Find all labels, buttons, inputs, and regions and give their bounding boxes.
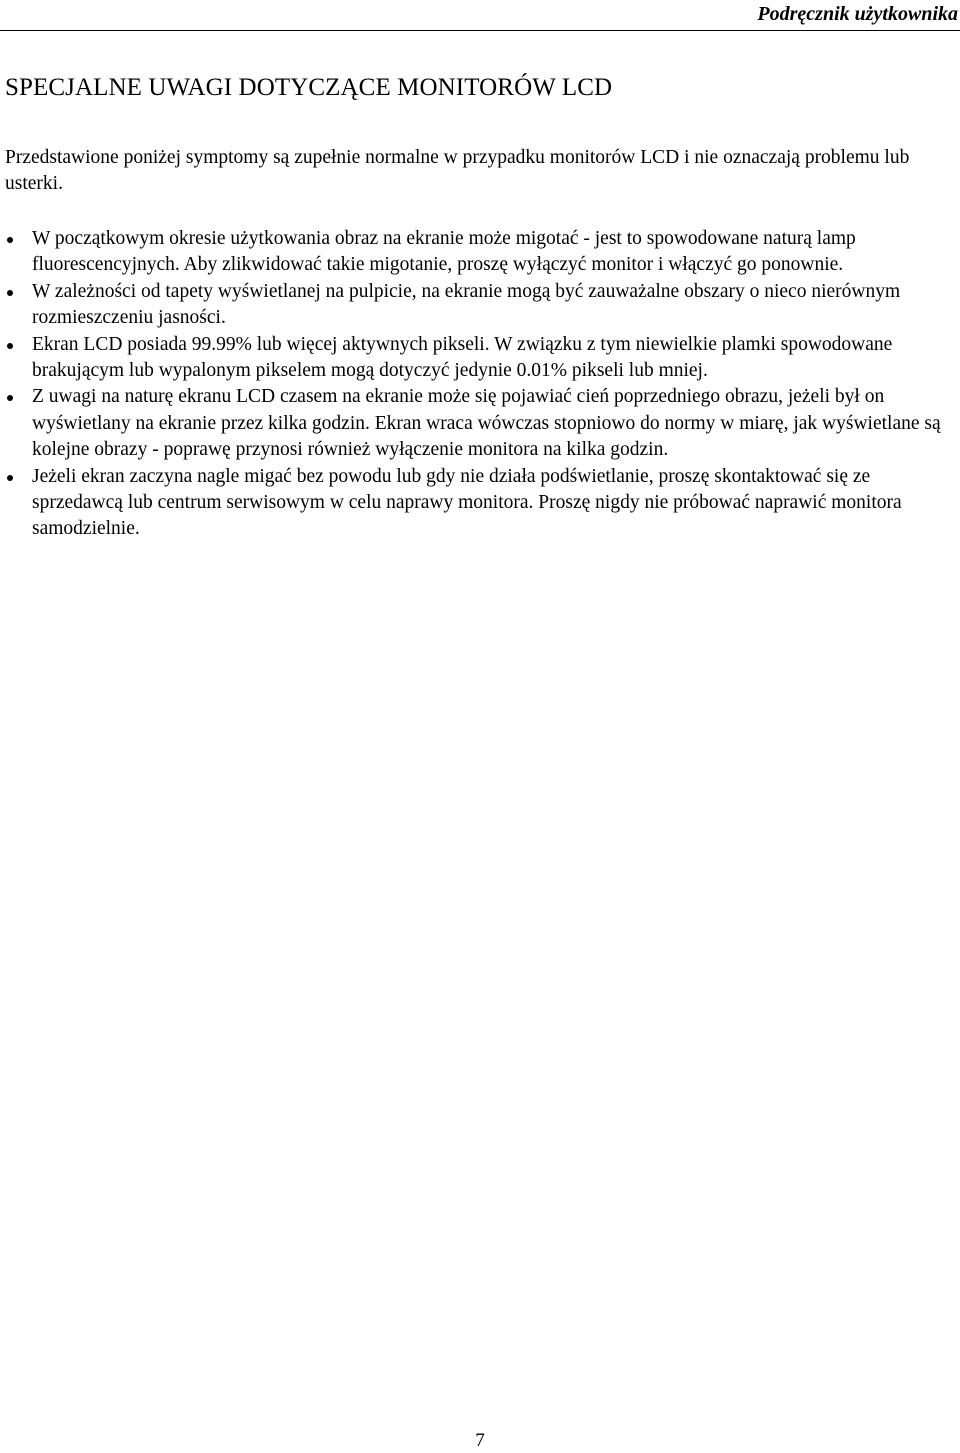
section-title: SPECJALNE UWAGI DOTYCZĄCE MONITORÓW LCD bbox=[5, 74, 613, 101]
page-number: 7 bbox=[475, 1430, 485, 1451]
bullet-icon bbox=[7, 395, 13, 401]
list-item bbox=[0, 332, 960, 385]
list-item-text: W zależności od tapety wyświetlanej na pulpicie, na ekranie mogą być zauważalne obszary o nieco nierównym rozmieszczeniu jasności. bbox=[32, 280, 901, 329]
bullet-icon bbox=[7, 237, 13, 243]
notes-list bbox=[0, 226, 960, 543]
list-item-text: Ekran LCD posiada 99.99% lub więcej aktywnych pikseli. W związku z tym niewielkie plamki spowodowane brakującym lub wypalonym pikselem mogą dotyczyć jedynie 0.01% pikseli lub mniej. bbox=[32, 333, 893, 382]
bullet-icon bbox=[7, 343, 13, 349]
list-item-text: Z uwagi na naturę ekranu LCD czasem na ekranie może się pojawiać cień poprzedniego obrazu, jeżeli był on wyświetlany na ekranie przez kilka godzin. Ekran wraca wówczas stopniowo do normy w miarę, jak wyświetlane są kolejne obrazy - poprawę przynosi również wyłączenie monitora na kilka godzin. bbox=[32, 386, 941, 461]
list-item bbox=[0, 226, 960, 279]
bullet-icon bbox=[7, 475, 13, 481]
list-item bbox=[0, 279, 960, 332]
list-item-text: W początkowym okresie użytkowania obraz na ekranie może migotać - jest to spowodowane naturą lamp fluorescencyjnych. Aby zlikwidować takie migotanie, proszę wyłączyć monitor i włączyć go ponownie. bbox=[32, 228, 856, 276]
list-item bbox=[0, 464, 960, 543]
running-header-title: Podręcznik użytkownika bbox=[757, 3, 958, 25]
list-item-text: Jeżeli ekran zaczyna nagle migać bez powodu lub gdy nie działa podświetlanie, proszę skontaktować się ze sprzedawcą lub centrum serwisowym w celu naprawy monitora. Proszę nigdy nie próbować naprawić monitora samodzielnie. bbox=[32, 465, 902, 540]
intro-paragraph: Przedstawione poniżej symptomy są zupełnie normalne w przypadku monitorów LCD i nie oznaczają problemu lub usterki. bbox=[5, 147, 910, 194]
running-header bbox=[0, 0, 960, 31]
list-item bbox=[0, 384, 960, 463]
bullet-icon bbox=[7, 290, 13, 296]
